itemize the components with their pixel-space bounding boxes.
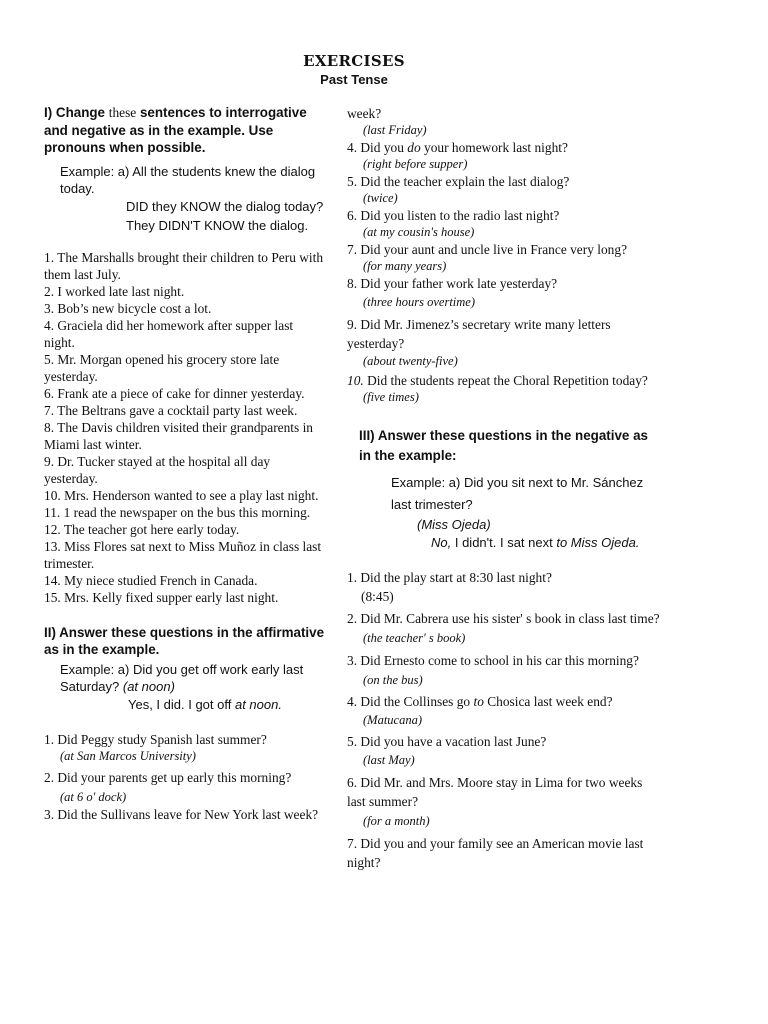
- answer-hint: (at San Marcos University): [60, 749, 196, 763]
- section2-heading: II) Answer these questions in the affirmative as in the example.: [44, 624, 325, 657]
- list-item: 5. Did the teacher explain the last dialog?: [347, 174, 570, 189]
- list-item: 1. Did Peggy study Spanish last summer?: [44, 732, 267, 747]
- list-item: 4. Did the Collinses go to Chosica last week end?: [347, 694, 613, 709]
- list-item: 11. 1 read the newspaper on the bus this morning.: [44, 504, 311, 520]
- list-item: 10. Mrs. Henderson wanted to see a play last night.: [44, 487, 319, 503]
- list-item: 13. Miss Flores sat next to Miss Muñoz in class last trimester.: [44, 538, 322, 571]
- list-item: 4. Graciela did her homework after supper last night.: [44, 317, 294, 350]
- list-item: 2. Did your parents get up early this morning?: [44, 770, 292, 785]
- section1-example: Example: a) All the students knew the dialog today.: [60, 163, 316, 196]
- list-item: 8. Did your father work late yesterday?: [347, 276, 558, 291]
- list-item: 3. Did the Sullivans leave for New York last week?: [44, 807, 319, 822]
- list-item: 6. Did Mr. and Mrs. Moore stay in Lima for two weeks last summer?: [347, 775, 643, 809]
- answer-hint: (Matucana): [363, 713, 423, 727]
- section1-example-negative: They DIDN'T KNOW the dialog.: [126, 218, 309, 233]
- list-item: 2. I worked late last night.: [44, 283, 185, 299]
- answer-hint: (the teacher' s book): [363, 631, 466, 645]
- left-column: [44, 104, 327, 823]
- section2-example: Example: a) Did you get off work early last Saturday? (at noon): [60, 661, 304, 694]
- answer-hint: (at my cousin's house): [363, 225, 475, 239]
- list-item: 12. The teacher got here early today.: [44, 521, 240, 537]
- section1-heading: I) Change these sentences to interrogative and negative as in the example. Use pronouns when possible.: [44, 105, 307, 155]
- list-item: 9. Did Mr. Jimenez’s secretary write many letters yesterday?: [347, 317, 611, 351]
- list-item: 4. Did you do your homework last night?: [347, 140, 568, 155]
- list-item: 7. Did your aunt and uncle live in France very long?: [347, 242, 628, 257]
- right-column: [347, 104, 662, 872]
- answer-hint: (8:45): [361, 589, 394, 604]
- list-item: 8. The Davis children visited their grandparents in Miami last winter.: [44, 419, 313, 452]
- list-item: 6. Frank ate a piece of cake for dinner yesterday.: [44, 385, 305, 401]
- list-item: 10. Did the students repeat the Choral Repetition today?: [347, 373, 648, 388]
- answer-hint: (twice): [363, 191, 398, 205]
- list-item: 2. Did Mr. Cabrera use his sister' s book in class last time?: [347, 611, 660, 626]
- section3-heading: III) Answer these questions in the negative as in the example:: [359, 428, 648, 463]
- answer-hint: (on the bus): [363, 673, 423, 687]
- list-item: 15. Mrs. Kelly fixed supper early last night.: [44, 589, 279, 605]
- list-item: 14. My niece studied French in Canada.: [44, 572, 258, 588]
- list-item: 1. Did the play start at 8:30 last night?: [347, 570, 552, 585]
- section2-example-answer: Yes, I did. I got off at noon.: [128, 696, 282, 712]
- answer-hint: (for many years): [363, 259, 447, 273]
- section1-list: [44, 249, 327, 606]
- list-item: 9. Dr. Tucker stayed at the hospital all day yesterday.: [44, 453, 271, 486]
- section1-example-question: DID they KNOW the dialog today?: [126, 198, 324, 214]
- answer-hint: (for a month): [363, 814, 430, 828]
- list-item-continued: week?: [347, 106, 382, 121]
- section3-example-hint: (Miss Ojeda): [417, 517, 491, 532]
- answer-hint: (right before supper): [363, 157, 468, 171]
- section3-example: Example: a) Did you sit next to Mr. Sánchez last trimester?: [391, 475, 644, 512]
- answer-hint: (three hours overtime): [363, 295, 476, 309]
- section3-example-answer: No, I didn't. I sat next to Miss Ojeda.: [431, 534, 640, 550]
- list-item: 1. The Marshalls brought their children to Peru with them last July.: [44, 249, 324, 282]
- list-item: 5. Did you have a vacation last June?: [347, 734, 547, 749]
- list-item: 5. Mr. Morgan opened his grocery store late yesterday.: [44, 351, 280, 384]
- list-item: 3. Bob’s new bicycle cost a lot.: [44, 300, 212, 316]
- answer-hint: (about twenty-five): [363, 354, 458, 368]
- answer-hint: (at 6 o' dock): [60, 790, 127, 804]
- list-item: 7. Did you and your family see an American movie last night?: [347, 836, 644, 870]
- page-title: EXERCISES: [303, 52, 405, 70]
- answer-hint: (last May): [363, 753, 415, 767]
- list-item: 7. The Beltrans gave a cocktail party last week.: [44, 402, 298, 418]
- list-item: 6. Did you listen to the radio last night?: [347, 208, 560, 223]
- answer-hint: (five times): [363, 390, 419, 404]
- list-item: 3. Did Ernesto come to school in his car this morning?: [347, 653, 639, 668]
- page-subtitle: Past Tense: [320, 72, 388, 87]
- answer-hint: (last Friday): [363, 123, 427, 137]
